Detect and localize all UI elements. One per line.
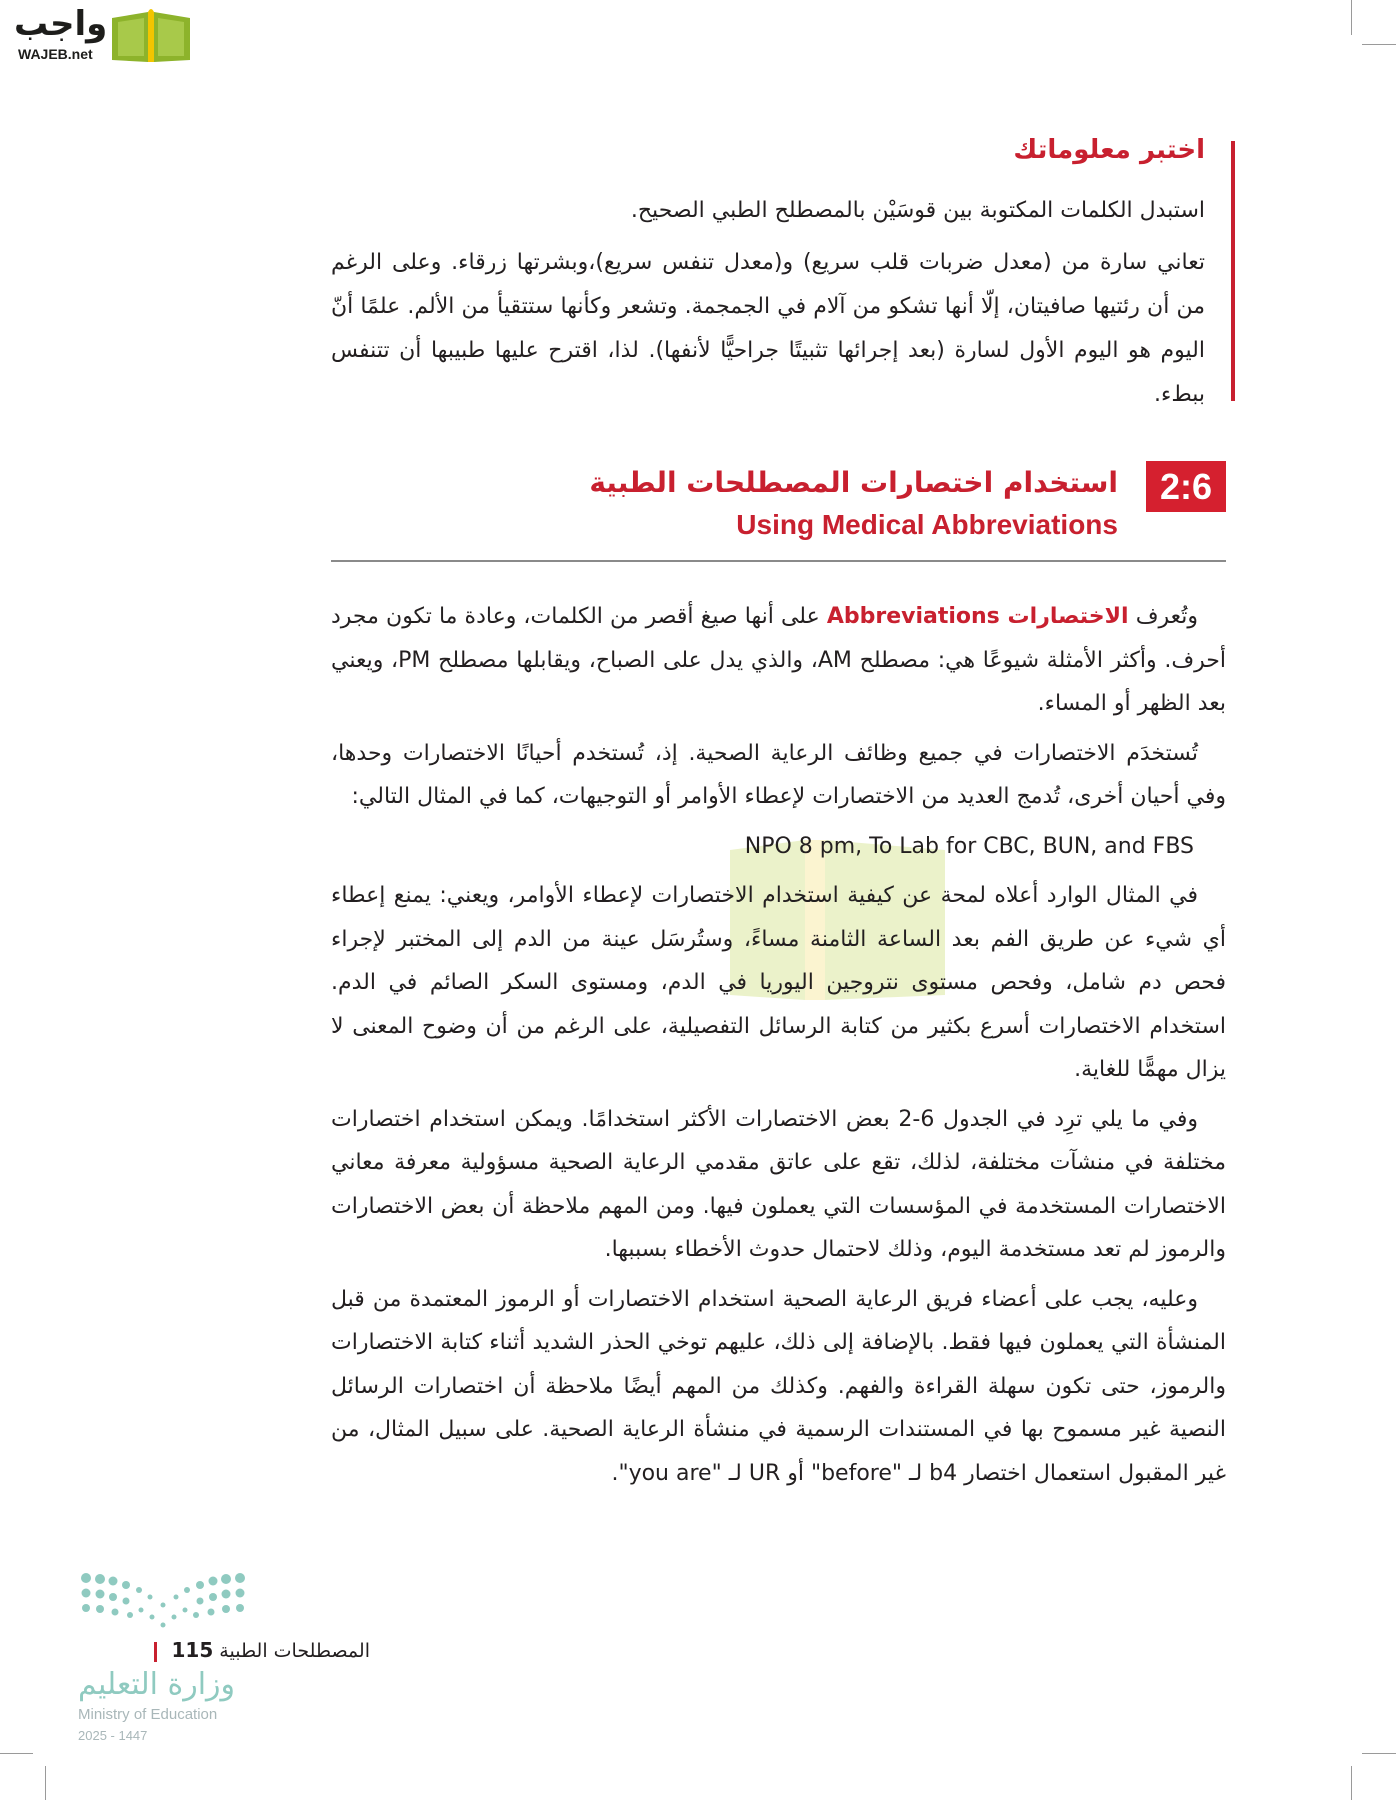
example-order: NPO 8 pm, To Lab for CBC, BUN, and FBS [744,833,1194,859]
logo-latin: WAJEB.net [18,46,93,62]
paragraph: وعليه، يجب على أعضاء فريق الرعاية الصحية استخدام الاختصارات أو الرموز المعتمدة من قبل المنشأة التي يعملون فيها فقط. بالإضافة إلى ذلك، عليهم توخي الحذر الشديد أثناء كتابة الاختصارات والرموز، حتى تكون سهلة القراءة والفهم. وكذلك من المهم أيضًا ملاحظة أن اختصارات الرسائل النصية غير مسموح بها في المستندات الرسمية في منشأة الرعاية الصحية. على سبيل المثال، من غير المقبول استعمال اختصار b4 لـ "before" أو UR لـ "you are". [331,1286,1226,1486]
chapter-label: المصطلحات الطبية [219,1640,370,1662]
ministry-name-english: Ministry of Education [78,1706,218,1723]
paragraph: في المثال الوارد أعلاه لمحة عن كيفية استخدام الاختصارات لإعطاء الأوامر، ويعني: يمنع إعطاء أي شيء عن طريق الفم بعد الساعة الثامنة مساءً، وستُرسَل عينة من الدم إلى المختبر لإجراء فحص دم شامل، وفحص مستوى نتروجين اليوريا في الدم، ومستوى السكر الصائم في الدم. استخدام الاختصارات أسرع بكثير من كتابة الرسائل التفصيلية، على الرغم من أن وضوح المعنى لا يزال مهمًّا للغاية. [331,883,1226,1082]
edition-year: 2025 - 1447 [78,1728,148,1743]
ministry-name-arabic: وزارة التعليم [78,1667,236,1702]
paragraph: تُستخدَم الاختصارات في جميع وظائف الرعاية الصحية. إذ، تُستخدم أحيانًا الاختصارات وحدها، وفي أحيان أخرى، تُدمج العديد من الاختصارات لإعطاء الأوامر أو التوجيهات، كما في المثال التالي: [331,740,1226,809]
crop-mark [1362,1753,1396,1754]
wajeb-logo [8,4,193,66]
term-highlight: الاختصارات Abbreviations [826,604,1129,629]
crop-mark [1362,44,1396,45]
page-footer [140,1638,370,1663]
paragraph: وفي ما يلي ترِد في الجدول 6-2 بعض الاختصارات الأكثر استخدامًا. ويمكن استخدام اختصارات مختلفة في منشآت مختلفة، لذلك، تقع على عاتق مقدمي الرعاية الصحية مسؤولية معرفة معاني الاختصارات المستخدمة في المؤسسات التي يعملون فيها. ومن المهم ملاحظة أن بعض الاختصارات والرموز لم تعد مستخدمة اليوم، وذلك لاحتمال حدوث الأخطاء بسببها. [331,1106,1226,1262]
quiz-instruction: استبدل الكلمات المكتوبة بين قوسَيْن بالمصطلح الطبي الصحيح. [630,198,1205,223]
section-number: 2:6 [1146,461,1226,512]
paragraph-text: على أنها صيغ أقصر من الكلمات، وعادة ما تكون مجرد أحرف. وأكثر الأمثلة شيوعًا هي: مصطلح AM، والذي يدل على الصباح، ويقابلها مصطلح PM، ويعني بعد الظهر أو المساء. [331,604,1226,716]
section-title-english: Using Medical Abbreviations [736,509,1118,540]
logo-arabic: واجب [14,4,108,44]
page-separator [154,1642,157,1662]
book-icon [108,6,194,64]
section-divider [331,560,1226,562]
quiz-passage: تعاني سارة من (معدل ضربات قلب سريع) و(معدل تنفس سريع)،وبشرتها زرقاء. وعلى الرغم من أن رئتيها صافيتان، إلّا أنها تشكو من آلام في الجمجمة. وتشعر وكأنها ستتقيأ من الألم. علمًا أنّ اليوم هو اليوم الأول لسارة (بعد إجرائها تثبيتًا جراحيًّا لأنفها). لذا، اقترح عليها طبيبها أن تتنفس ببطء. [331,250,1205,407]
crop-mark [1351,0,1352,35]
crop-mark [1351,1766,1352,1800]
body-text [331,595,1226,1501]
quiz-accent-bar [1231,141,1235,401]
quiz-title: اختبر معلوماتك [1013,135,1205,165]
ministry-logo-dots [78,1570,248,1640]
crop-mark [0,1753,33,1754]
crop-mark [45,1766,46,1800]
paragraph-text: وتُعرف [1128,604,1198,629]
page-number: 115 [171,1638,214,1662]
section-title-arabic: استخدام اختصارات المصطلحات الطبية [589,466,1118,499]
paragraph [331,595,1226,726]
